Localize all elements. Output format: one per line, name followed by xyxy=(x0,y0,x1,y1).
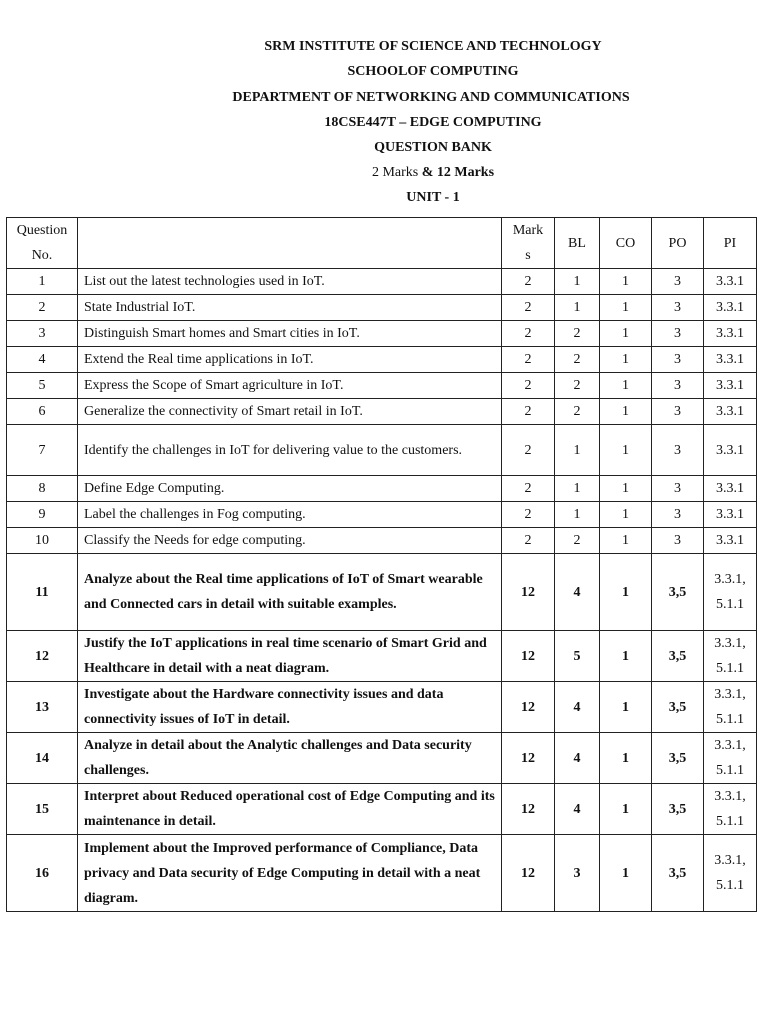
co-value: 1 xyxy=(600,682,652,733)
table-row xyxy=(7,425,757,476)
po-value: 3 xyxy=(652,425,704,476)
bl-value: 2 xyxy=(555,528,600,554)
po-value: 3,5 xyxy=(652,554,704,631)
question-text: Analyze in detail about the Analytic challenges and Data security challenges. xyxy=(78,733,502,784)
question-number: 9 xyxy=(7,502,78,528)
school-name: SCHOOLOF COMPUTING xyxy=(347,64,519,79)
po-value: 3 xyxy=(652,269,704,295)
col-question-no-line2: No. xyxy=(31,248,53,263)
col-marks-line1: Mark xyxy=(512,223,544,238)
pi-line2: 5.1.1 xyxy=(716,661,744,676)
po-value: 3 xyxy=(652,295,704,321)
table-body xyxy=(7,269,757,912)
bl-value: 1 xyxy=(555,502,600,528)
po-value: 3,5 xyxy=(652,682,704,733)
co-value: 1 xyxy=(600,425,652,476)
marks-value: 2 xyxy=(502,502,555,528)
co-value: 1 xyxy=(600,347,652,373)
co-value: 1 xyxy=(600,321,652,347)
pi-value xyxy=(704,835,757,912)
question-text: Label the challenges in Fog computing. xyxy=(78,502,502,528)
question-number: 5 xyxy=(7,373,78,399)
pi-line2: 5.1.1 xyxy=(716,878,744,893)
table-row xyxy=(7,295,757,321)
bl-value: 2 xyxy=(555,399,600,425)
marks-value: 12 xyxy=(502,733,555,784)
marks-bold: & 12 Marks xyxy=(421,165,495,180)
col-question xyxy=(78,218,502,269)
header-row xyxy=(7,218,757,269)
table-row xyxy=(7,269,757,295)
pi-value xyxy=(704,682,757,733)
marks-prefix: 2 Marks xyxy=(371,165,422,180)
col-question-no-line1: Question xyxy=(16,223,68,238)
question-number: 7 xyxy=(7,425,78,476)
marks-value: 12 xyxy=(502,784,555,835)
bl-value: 1 xyxy=(555,269,600,295)
co-value: 1 xyxy=(600,399,652,425)
question-number: 8 xyxy=(7,476,78,502)
question-number: 16 xyxy=(7,835,78,912)
question-number: 13 xyxy=(7,682,78,733)
col-po: PO xyxy=(652,218,704,269)
table-row xyxy=(7,476,757,502)
bl-value: 4 xyxy=(555,784,600,835)
document-type: QUESTION BANK xyxy=(374,140,492,155)
pi-value: 3.3.1 xyxy=(704,502,757,528)
pi-value xyxy=(704,631,757,682)
question-text: Identify the challenges in IoT for delivering value to the customers. xyxy=(78,425,502,476)
pi-value: 3.3.1 xyxy=(704,321,757,347)
table-row xyxy=(7,784,757,835)
co-value: 1 xyxy=(600,373,652,399)
pi-value: 3.3.1 xyxy=(704,373,757,399)
col-bl: BL xyxy=(555,218,600,269)
question-number: 11 xyxy=(7,554,78,631)
co-value: 1 xyxy=(600,784,652,835)
marks-value: 2 xyxy=(502,373,555,399)
co-value: 1 xyxy=(600,528,652,554)
table-row xyxy=(7,682,757,733)
marks-value: 2 xyxy=(502,399,555,425)
pi-value xyxy=(704,784,757,835)
question-number: 4 xyxy=(7,347,78,373)
question-number: 6 xyxy=(7,399,78,425)
question-text: Generalize the connectivity of Smart retail in IoT. xyxy=(78,399,502,425)
marks-value: 2 xyxy=(502,347,555,373)
marks-value: 2 xyxy=(502,295,555,321)
co-value: 1 xyxy=(600,733,652,784)
question-number: 1 xyxy=(7,269,78,295)
pi-line2: 5.1.1 xyxy=(716,814,744,829)
col-marks-line2: s xyxy=(525,248,531,263)
po-value: 3 xyxy=(652,347,704,373)
marks-value: 12 xyxy=(502,554,555,631)
po-value: 3,5 xyxy=(652,631,704,682)
question-text: Express the Scope of Smart agriculture in IoT. xyxy=(78,373,502,399)
table-row xyxy=(7,502,757,528)
pi-value: 3.3.1 xyxy=(704,528,757,554)
co-value: 1 xyxy=(600,269,652,295)
bl-value: 1 xyxy=(555,295,600,321)
co-value: 1 xyxy=(600,631,652,682)
question-text: Distinguish Smart homes and Smart cities in IoT. xyxy=(78,321,502,347)
marks-value: 12 xyxy=(502,682,555,733)
question-number: 3 xyxy=(7,321,78,347)
pi-value: 3.3.1 xyxy=(704,269,757,295)
co-value: 1 xyxy=(600,476,652,502)
question-text: Investigate about the Hardware connectivity issues and data connectivity issues of IoT in detail. xyxy=(78,682,502,733)
po-value: 3,5 xyxy=(652,733,704,784)
pi-value: 3.3.1 xyxy=(704,476,757,502)
col-co: CO xyxy=(600,218,652,269)
unit-heading: UNIT - 1 xyxy=(406,190,460,205)
po-value: 3 xyxy=(652,373,704,399)
bl-value: 2 xyxy=(555,347,600,373)
marks-value: 12 xyxy=(502,631,555,682)
po-value: 3 xyxy=(652,321,704,347)
po-value: 3 xyxy=(652,528,704,554)
question-bank-table xyxy=(6,217,757,912)
marks-line xyxy=(49,165,768,181)
table-row xyxy=(7,528,757,554)
table-row xyxy=(7,373,757,399)
col-pi: PI xyxy=(704,218,757,269)
question-text: State Industrial IoT. xyxy=(78,295,502,321)
question-number: 10 xyxy=(7,528,78,554)
table-row xyxy=(7,347,757,373)
question-number: 12 xyxy=(7,631,78,682)
table-row xyxy=(7,321,757,347)
po-value: 3 xyxy=(652,476,704,502)
table-row xyxy=(7,399,757,425)
table-header xyxy=(7,218,757,269)
pi-line2: 5.1.1 xyxy=(716,597,744,612)
marks-value: 2 xyxy=(502,425,555,476)
co-value: 1 xyxy=(600,502,652,528)
table-row xyxy=(7,554,757,631)
pi-value: 3.3.1 xyxy=(704,425,757,476)
question-text: Interpret about Reduced operational cost of Edge Computing and its maintenance in detail. xyxy=(78,784,502,835)
question-number: 2 xyxy=(7,295,78,321)
question-text: Implement about the Improved performance of Compliance, Data privacy and Data security of Edge Computing in detail with a neat diagram. xyxy=(78,835,502,912)
marks-value: 2 xyxy=(502,528,555,554)
question-text: List out the latest technologies used in IoT. xyxy=(78,269,502,295)
co-value: 1 xyxy=(600,835,652,912)
po-value: 3,5 xyxy=(652,784,704,835)
bl-value: 1 xyxy=(555,476,600,502)
co-value: 1 xyxy=(600,554,652,631)
institute-name: SRM INSTITUTE OF SCIENCE AND TECHNOLOGY xyxy=(264,39,602,54)
pi-value: 3.3.1 xyxy=(704,347,757,373)
pi-line2: 5.1.1 xyxy=(716,763,744,778)
bl-value: 1 xyxy=(555,425,600,476)
question-text: Extend the Real time applications in IoT. xyxy=(78,347,502,373)
table-row xyxy=(7,631,757,682)
pi-line1: 3.3.1, xyxy=(714,738,746,753)
marks-value: 2 xyxy=(502,476,555,502)
question-number: 14 xyxy=(7,733,78,784)
bl-value: 2 xyxy=(555,373,600,399)
marks-value: 2 xyxy=(502,321,555,347)
bl-value: 2 xyxy=(555,321,600,347)
pi-line1: 3.3.1, xyxy=(714,687,746,702)
col-question-no xyxy=(7,218,78,269)
bl-value: 4 xyxy=(555,554,600,631)
question-number: 15 xyxy=(7,784,78,835)
question-text: Analyze about the Real time applications of IoT of Smart wearable and Connected cars in detail with suitable examples. xyxy=(78,554,502,631)
table-row xyxy=(7,835,757,912)
course-title: 18CSE447T – EDGE COMPUTING xyxy=(324,115,542,130)
marks-value: 12 xyxy=(502,835,555,912)
pi-line1: 3.3.1, xyxy=(714,572,746,587)
bl-value: 3 xyxy=(555,835,600,912)
pi-line1: 3.3.1, xyxy=(714,636,746,651)
pi-value: 3.3.1 xyxy=(704,399,757,425)
pi-line1: 3.3.1, xyxy=(714,789,746,804)
pi-value: 3.3.1 xyxy=(704,295,757,321)
marks-value: 2 xyxy=(502,269,555,295)
bl-value: 5 xyxy=(555,631,600,682)
department-name: DEPARTMENT OF NETWORKING AND COMMUNICATIONS xyxy=(232,90,630,105)
po-value: 3 xyxy=(652,502,704,528)
table-row xyxy=(7,733,757,784)
pi-value xyxy=(704,733,757,784)
bl-value: 4 xyxy=(555,682,600,733)
question-text: Justify the IoT applications in real time scenario of Smart Grid and Healthcare in detail with a neat diagram. xyxy=(78,631,502,682)
pi-value xyxy=(704,554,757,631)
po-value: 3,5 xyxy=(652,835,704,912)
question-text: Classify the Needs for edge computing. xyxy=(78,528,502,554)
col-marks xyxy=(502,218,555,269)
po-value: 3 xyxy=(652,399,704,425)
co-value: 1 xyxy=(600,295,652,321)
question-text: Define Edge Computing. xyxy=(78,476,502,502)
pi-line2: 5.1.1 xyxy=(716,712,744,727)
bl-value: 4 xyxy=(555,733,600,784)
pi-line1: 3.3.1, xyxy=(714,853,746,868)
